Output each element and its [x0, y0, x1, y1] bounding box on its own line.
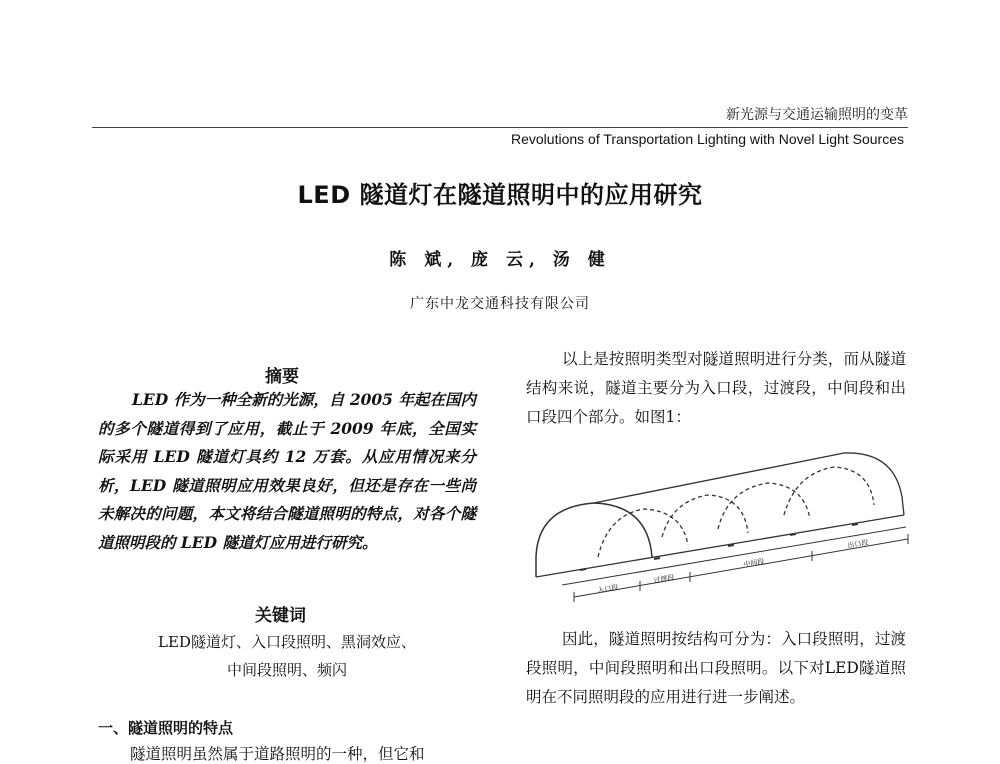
keywords-line-1: LED隧道灯、入口段照明、黑洞效应、 [158, 633, 416, 651]
author-affiliation: 广东中龙交通科技有限公司 [410, 296, 590, 312]
figure-label-transition: 过渡段 [652, 573, 676, 585]
section-1-first-line: 隧道照明虽然属于道路照明的一种，但它和 [130, 745, 425, 763]
figure-label-exit: 出口段 [846, 538, 870, 550]
journal-section-title-cn: 新光源与交通运输照明的变革 [726, 107, 908, 123]
right-paragraph-2: 因此，隧道照明按结构可分为：入口段照明，过渡段照明，中间段照明和出口段照明。以下对LED隧道照明在不同照明段的应用进行进一步阐述。 [526, 630, 906, 706]
figure-label-middle: 中间段 [742, 557, 766, 569]
right-paragraph-1: 以上是按照明类型对隧道照明进行分类，而从隧道结构来说，隧道主要分为入口段，过渡段，中间段和出口段四个部分。如图1： [526, 350, 906, 426]
keywords-line-2: 中间段照明、频闪 [226, 661, 347, 679]
abstract-body: LED 作为一种全新的光源，自 2005 年起在国内的多个隧道得到了应用，截止于 2009 年底，全国实际采用 LED 隧道灯具约 12 万套。从应用情况来分析，LED 隧道照明应用效果良好，但还是存在一些尚未解决的问题，本文将结合隧道照明的特点，对各个隧道照明段的 LED 隧道灯应用进行研究。 [98, 390, 476, 552]
header-rule [92, 127, 908, 128]
keywords-heading: 关键词 [255, 606, 306, 626]
journal-section-title-en: Revolutions of Transportation Lighting with Novel Light Sources [511, 131, 904, 147]
tunnel-structure-figure [522, 445, 914, 610]
paper-authors: 陈 斌, 庞 云, 汤 健 [389, 250, 611, 270]
figure-label-entrance: 入口段 [596, 583, 620, 595]
abstract-heading: 摘要 [265, 367, 299, 387]
section-1-heading: 一、隧道照明的特点 [98, 719, 234, 737]
paper-title: LED 隧道灯在隧道照明中的应用研究 [297, 181, 703, 209]
